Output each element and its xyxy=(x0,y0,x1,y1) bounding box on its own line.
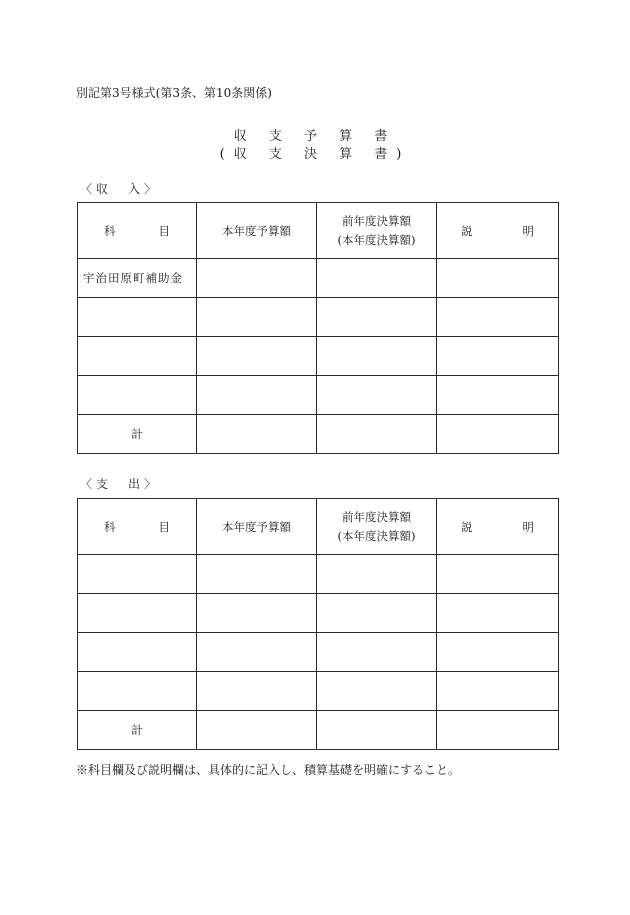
budget-cell[interactable] xyxy=(197,672,317,711)
table-row xyxy=(78,555,559,594)
table-row xyxy=(78,594,559,633)
income-table xyxy=(77,202,559,454)
footnote: ※科目欄及び説明欄は、具体的に記入し、積算基礎を明確にすること。 xyxy=(76,763,461,777)
desc-cell[interactable] xyxy=(437,376,559,415)
header-prev-settlement: 前年度決算額 (本年度決算額) xyxy=(317,499,437,555)
income-item-cell[interactable] xyxy=(78,376,197,415)
table-row xyxy=(78,298,559,337)
table-row xyxy=(78,633,559,672)
desc-cell[interactable] xyxy=(437,711,559,750)
header-description: 説 明 xyxy=(437,203,559,259)
desc-cell[interactable] xyxy=(437,555,559,594)
table-row xyxy=(78,672,559,711)
desc-cell[interactable] xyxy=(437,298,559,337)
prev-cell[interactable] xyxy=(317,594,437,633)
budget-cell[interactable] xyxy=(197,555,317,594)
budget-cell[interactable] xyxy=(197,259,317,298)
income-total-row xyxy=(78,415,559,454)
budget-cell[interactable] xyxy=(197,376,317,415)
desc-cell[interactable] xyxy=(437,633,559,672)
header-prev-settlement: 前年度決算額 (本年度決算額) xyxy=(317,203,437,259)
total-label: 計 xyxy=(78,415,197,454)
prev-cell[interactable] xyxy=(317,415,437,454)
expense-item-cell[interactable] xyxy=(78,555,197,594)
expense-item-cell[interactable] xyxy=(78,594,197,633)
prev-cell[interactable] xyxy=(317,376,437,415)
prev-cell[interactable] xyxy=(317,672,437,711)
header-budget: 本年度予算額 xyxy=(197,499,317,555)
document-title: 収 支 予 算 書 xyxy=(233,129,397,144)
desc-cell[interactable] xyxy=(437,415,559,454)
expense-total-row xyxy=(78,711,559,750)
budget-cell[interactable] xyxy=(197,337,317,376)
desc-cell[interactable] xyxy=(437,337,559,376)
income-item-cell[interactable] xyxy=(78,298,197,337)
prev-cell[interactable] xyxy=(317,298,437,337)
budget-cell[interactable] xyxy=(197,298,317,337)
income-item-cell[interactable]: 宇治田原町補助金 xyxy=(78,259,197,298)
total-label: 計 xyxy=(78,711,197,750)
budget-cell[interactable] xyxy=(197,594,317,633)
expense-section-label: 〈支 出〉 xyxy=(80,477,161,491)
desc-cell[interactable] xyxy=(437,594,559,633)
header-item: 科 目 xyxy=(78,499,197,555)
expense-header-row xyxy=(78,499,559,555)
prev-cell[interactable] xyxy=(317,259,437,298)
income-section-label: 〈収 入〉 xyxy=(80,182,161,196)
budget-cell[interactable] xyxy=(197,711,317,750)
table-row xyxy=(78,337,559,376)
form-reference: 別記第3号様式(第3条、第10条関係) xyxy=(76,86,272,100)
table-row xyxy=(78,376,559,415)
header-item: 科 目 xyxy=(78,203,197,259)
budget-cell[interactable] xyxy=(197,415,317,454)
prev-cell[interactable] xyxy=(317,633,437,672)
income-item-cell[interactable] xyxy=(78,337,197,376)
desc-cell[interactable] xyxy=(437,259,559,298)
income-header-row xyxy=(78,203,559,259)
desc-cell[interactable] xyxy=(437,672,559,711)
table-row xyxy=(78,259,559,298)
expense-table xyxy=(77,498,559,750)
budget-cell[interactable] xyxy=(197,633,317,672)
expense-item-cell[interactable] xyxy=(78,633,197,672)
prev-cell[interactable] xyxy=(317,555,437,594)
expense-item-cell[interactable] xyxy=(78,672,197,711)
prev-cell[interactable] xyxy=(317,711,437,750)
header-budget: 本年度予算額 xyxy=(197,203,317,259)
prev-cell[interactable] xyxy=(317,337,437,376)
header-description: 説 明 xyxy=(437,499,559,555)
document-subtitle: (収 支 決 算 書) xyxy=(219,147,411,162)
